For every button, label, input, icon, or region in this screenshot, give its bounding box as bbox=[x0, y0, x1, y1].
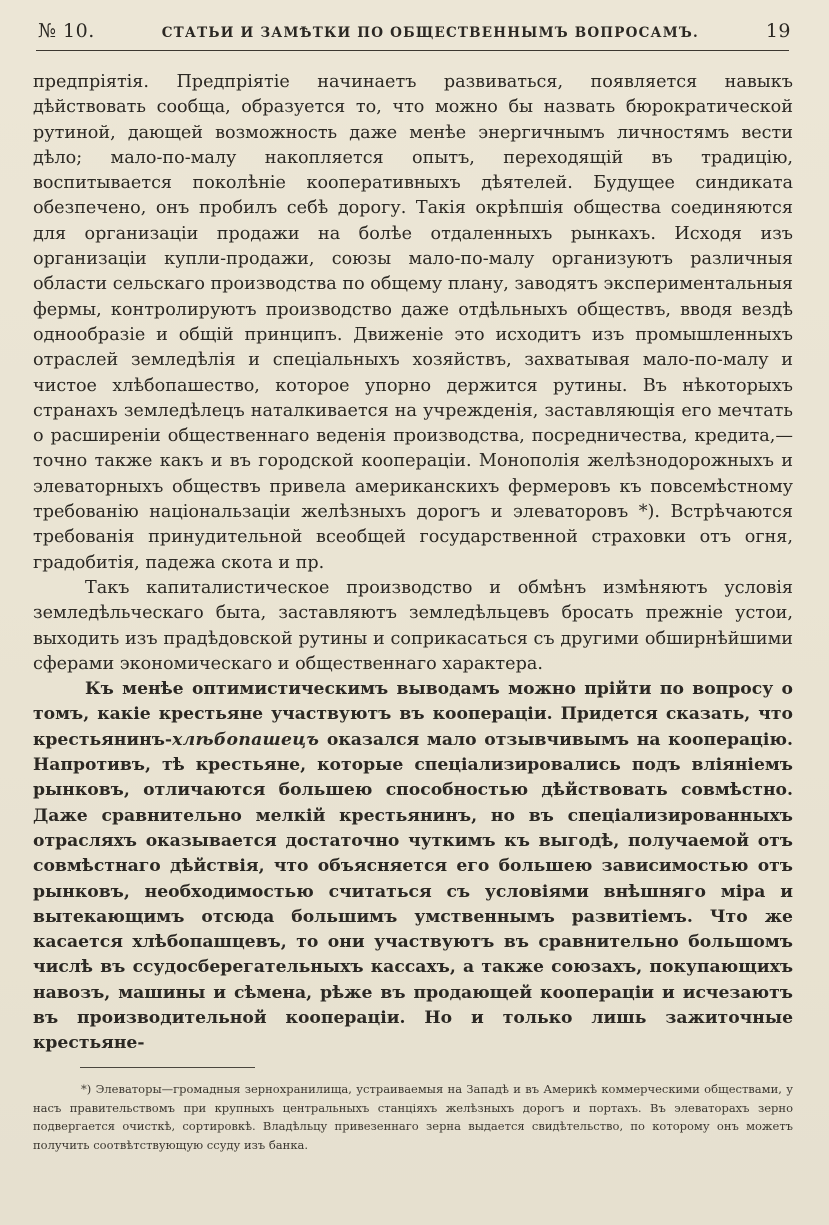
paragraph-3 bbox=[33, 677, 793, 1056]
page-number: 19 bbox=[765, 20, 791, 42]
running-title: СТАТЬИ И ЗАМѢТКИ ПО ОБЩЕСТВЕННЫМЪ ВОПРОСАМЪ. bbox=[161, 25, 699, 41]
paragraph-3-end: оказался мало отзывчивымъ на кооперацію. Напротивъ, тѣ крестьяне, которые спеціализировались подъ вліяніемъ рынковъ, отличаются большею способностью дѣйствовать совмѣстно. Даже сравнительно мелкій крестьянинъ, но въ спеціализированныхъ отрасляхъ оказывается достаточно чуткимъ къ выгодѣ, получаемой отъ совмѣстнаго дѣйствія, что объясняется его большею зависимостью отъ рынковъ, необходимостью считаться съ условіями внѣшняго міра и вытекающимъ отсюда большимъ умственнымъ развитіемъ. Что же касается хлѣбопашцевъ, то они участвуютъ въ сравнительно большомъ числѣ въ ссудосберегательныхъ кассахъ, а также союзахъ, покупающихъ навозъ, машины и сѣмена, рѣже въ продающей коопераціи и исчезаютъ въ производительной коопераціи. Но и только лишь зажиточные крестьяне- bbox=[33, 729, 793, 1054]
footnote-text: *) Элеваторы—громадныя зернохранилища, устраиваемыя на Западѣ и въ Америкѣ коммерческими обществами, у насъ правительствомъ при крупныхъ центральныхъ станціяхъ желѣзныхъ дорогъ и портахъ. Въ элеваторахъ зерно подвергается очисткѣ, сортировкѣ. Владѣльцу привезеннаго зерна выдается свидѣтельство, по которому онъ можетъ получить соотвѣтствующую ссуду изъ банка. bbox=[33, 1082, 793, 1152]
issue-number: № 10. bbox=[38, 20, 95, 42]
header-rule bbox=[36, 50, 789, 51]
running-header bbox=[38, 20, 791, 48]
body-text bbox=[33, 70, 793, 1057]
footnote-rule bbox=[80, 1067, 255, 1068]
paragraph-2: Такъ капиталистическое производство и обмѣнъ измѣняютъ условія земледѣльческаго быта, заставляютъ земледѣльцевъ бросать прежніе устои, выходить изъ прадѣдовской рутины и соприкасаться съ другими обширнѣйшими сферами экономическаго и общественнаго характера. bbox=[33, 577, 793, 674]
emphasized-term: хлѣбопашецъ bbox=[172, 729, 320, 750]
footnote bbox=[33, 1080, 793, 1154]
paragraph-3-start: Къ менѣе оптимистическимъ выводамъ можно прійти по вопросу о томъ, какіе крестьяне участвуютъ въ коопераціи. Придется сказать, что крестьянинъ- bbox=[33, 679, 793, 750]
paragraph-1: предпріятія. Предпріятіе начинаетъ развиваться, появляется навыкъ дѣйствовать сообща, образуется то, что можно бы назвать бюрократической рутиной, дающей возможность даже менѣе энергичнымъ личностямъ вести дѣло; мало-по-малу накопляется опытъ, переходящій въ традицію, воспитывается поколѣніе кооперативныхъ дѣятелей. Будущее синдиката обезпечено, онъ пробилъ себѣ дорогу. Такія окрѣпшія общества соединяются для организаціи продажи на болѣе отдаленныхъ рынкахъ. Исходя изъ организаціи купли-продажи, союзы мало-по-малу организуютъ различныя области сельскаго производства по общему плану, заводятъ экспериментальныя фермы, контролируютъ производство даже отдѣльныхъ обществъ, вводя вездѣ однообразіе и общій принципъ. Движеніе это исходитъ изъ промышленныхъ отраслей земледѣлія и спеціальныхъ хозяйствъ, захватывая мало-по-малу и чистое хлѣбопашество, которое упорно держится рутины. Въ нѣкоторыхъ странахъ земледѣлецъ наталкивается на учрежденія, заставляющія его мечтать о расширеніи общественнаго веденія производства, посредничества, кредита,— точно также какъ и въ городской коопераціи. Монополія желѣзнодорожныхъ и элеваторныхъ обществъ привела американскихъ фермеровъ къ повсемѣстному требованію національзаціи желѣзныхъ дорогъ и элеваторовъ *). Встрѣчаются требованія принудительной всеобщей государственной страховки отъ огня, градобитія, падежа скота и пр. bbox=[33, 72, 793, 573]
